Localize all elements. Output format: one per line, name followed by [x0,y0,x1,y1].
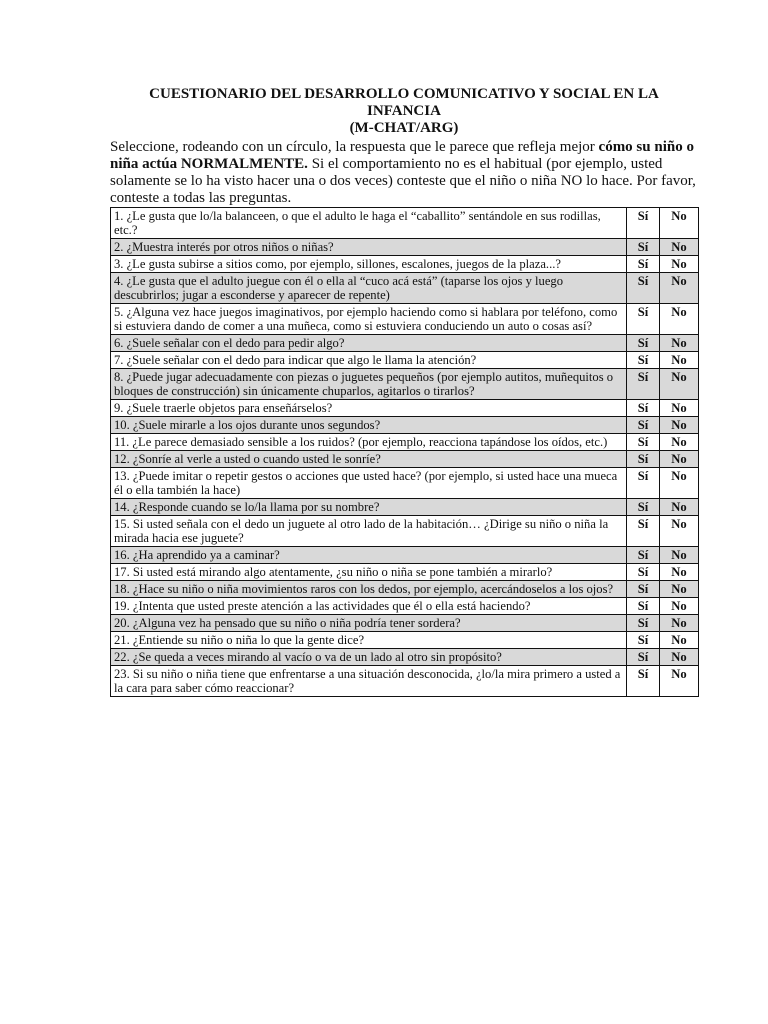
question-row [111,256,699,273]
answer-no-option[interactable]: No [660,516,699,547]
question-row [111,352,699,369]
question-row [111,499,699,516]
instructions-emphasis: cómo su niño o niña actúa NORMALMENTE. [110,139,694,172]
answer-yes-option[interactable]: Sí [627,564,660,581]
answer-yes-option[interactable]: Sí [627,256,660,273]
answer-no-option[interactable]: No [660,256,699,273]
answer-no-option[interactable]: No [660,434,699,451]
page-title [110,86,698,137]
question-text: 3. ¿Le gusta subirse a sitios como, por ejemplo, sillones, escalones, juegos de la plaza...? [111,256,627,273]
questionnaire-page [110,86,698,697]
answer-yes-option[interactable]: Sí [627,304,660,335]
question-text: 22. ¿Se queda a veces mirando al vacío o va de un lado al otro sin propósito? [111,649,627,666]
instructions-text-2: Si el comportamiento no es el habitual (por ejemplo, usted solamente se lo ha visto hacer una o dos veces) conteste que el niño o niña NO lo hace. Por favor, conteste a todas las preguntas. [110,156,696,206]
question-row [111,547,699,564]
answer-no-option[interactable]: No [660,335,699,352]
question-text: 11. ¿Le parece demasiado sensible a los ruidos? (por ejemplo, reacciona tapándose los oídos, etc.) [111,434,627,451]
question-text: 23. Si su niño o niña tiene que enfrentarse a una situación desconocida, ¿lo/la mira primero a usted a la cara para saber cómo reaccionar? [111,666,627,697]
answer-yes-option[interactable]: Sí [627,666,660,697]
answer-no-option[interactable]: No [660,273,699,304]
question-text: 6. ¿Suele señalar con el dedo para pedir algo? [111,335,627,352]
question-row [111,615,699,632]
answer-yes-option[interactable]: Sí [627,615,660,632]
question-text: 16. ¿Ha aprendido ya a caminar? [111,547,627,564]
answer-no-option[interactable]: No [660,417,699,434]
question-text: 19. ¿Intenta que usted preste atención a las actividades que él o ella está haciendo? [111,598,627,615]
answer-yes-option[interactable]: Sí [627,273,660,304]
question-text: 10. ¿Suele mirarle a los ojos durante unos segundos? [111,417,627,434]
question-text: 14. ¿Responde cuando se lo/la llama por su nombre? [111,499,627,516]
answer-no-option[interactable]: No [660,239,699,256]
answer-yes-option[interactable]: Sí [627,581,660,598]
answer-yes-option[interactable]: Sí [627,451,660,468]
question-text: 12. ¿Sonríe al verle a usted o cuando usted le sonríe? [111,451,627,468]
question-row [111,239,699,256]
question-row [111,598,699,615]
question-text: 2. ¿Muestra interés por otros niños o niñas? [111,239,627,256]
question-text: 4. ¿Le gusta que el adulto juegue con él o ella al “cuco acá está” (taparse los ojos y luego descubrirlos; jugar a esconderse y aparecer de repente) [111,273,627,304]
question-text: 5. ¿Alguna vez hace juegos imaginativos, por ejemplo haciendo como si hablara por teléfono, como si estuviera dando de comer a una muñeca, como si estuviera conduciendo un auto o cosas así? [111,304,627,335]
question-text: 15. Si usted señala con el dedo un juguete al otro lado de la habitación… ¿Dirige su niño o niña la mirada hacia ese juguete? [111,516,627,547]
answer-yes-option[interactable]: Sí [627,649,660,666]
question-row [111,369,699,400]
question-row [111,273,699,304]
instructions-text-1: Seleccione, rodeando con un círculo, la respuesta que le parece que refleja mejor [110,139,599,155]
question-text: 20. ¿Alguna vez ha pensado que su niño o niña podría tener sordera? [111,615,627,632]
answer-yes-option[interactable]: Sí [627,335,660,352]
question-row [111,581,699,598]
answer-yes-option[interactable]: Sí [627,417,660,434]
title-line-2: INFANCIA [367,103,441,119]
answer-yes-option[interactable]: Sí [627,400,660,417]
question-text: 7. ¿Suele señalar con el dedo para indicar que algo le llama la atención? [111,352,627,369]
title-line-3: (M-CHAT/ARG) [349,120,459,136]
question-text: 13. ¿Puede imitar o repetir gestos o acciones que usted hace? (por ejemplo, si usted hace una mueca él o ella también la hace) [111,468,627,499]
question-row [111,434,699,451]
question-row [111,451,699,468]
question-text: 21. ¿Entiende su niño o niña lo que la gente dice? [111,632,627,649]
answer-no-option[interactable]: No [660,369,699,400]
answer-yes-option[interactable]: Sí [627,516,660,547]
question-row [111,468,699,499]
question-row [111,516,699,547]
instructions-paragraph [110,139,698,207]
answer-no-option[interactable]: No [660,468,699,499]
answer-yes-option[interactable]: Sí [627,547,660,564]
answer-no-option[interactable]: No [660,666,699,697]
answer-yes-option[interactable]: Sí [627,468,660,499]
question-row [111,564,699,581]
question-row [111,400,699,417]
answer-no-option[interactable]: No [660,499,699,516]
answer-no-option[interactable]: No [660,564,699,581]
question-row [111,666,699,697]
question-row [111,632,699,649]
questions-table [110,207,699,697]
answer-yes-option[interactable]: Sí [627,369,660,400]
question-text: 18. ¿Hace su niño o niña movimientos raros con los dedos, por ejemplo, acercándoselos a los ojos? [111,581,627,598]
answer-no-option[interactable]: No [660,451,699,468]
question-text: 1. ¿Le gusta que lo/la balanceen, o que el adulto le haga el “caballito” sentándole en sus rodillas, etc.? [111,208,627,239]
question-text: 8. ¿Puede jugar adecuadamente con piezas o juguetes pequeños (por ejemplo autitos, muñequitos o bloques de construcción) sin únicamente chuparlos, agitarlos o tirarlos? [111,369,627,400]
question-row [111,649,699,666]
answer-yes-option[interactable]: Sí [627,598,660,615]
answer-no-option[interactable]: No [660,632,699,649]
answer-no-option[interactable]: No [660,208,699,239]
question-row [111,304,699,335]
answer-yes-option[interactable]: Sí [627,239,660,256]
question-row [111,417,699,434]
answer-yes-option[interactable]: Sí [627,208,660,239]
answer-yes-option[interactable]: Sí [627,434,660,451]
answer-no-option[interactable]: No [660,547,699,564]
question-text: 9. ¿Suele traerle objetos para enseñárselos? [111,400,627,417]
question-text: 17. Si usted está mirando algo atentamente, ¿su niño o niña se pone también a mirarlo? [111,564,627,581]
answer-no-option[interactable]: No [660,352,699,369]
title-line-1: CUESTIONARIO DEL DESARROLLO COMUNICATIVO Y SOCIAL EN LA [149,86,659,102]
answer-no-option[interactable]: No [660,304,699,335]
answer-no-option[interactable]: No [660,649,699,666]
answer-no-option[interactable]: No [660,615,699,632]
question-row [111,208,699,239]
answer-no-option[interactable]: No [660,581,699,598]
answer-yes-option[interactable]: Sí [627,632,660,649]
answer-no-option[interactable]: No [660,400,699,417]
question-row [111,335,699,352]
answer-yes-option[interactable]: Sí [627,352,660,369]
answer-no-option[interactable]: No [660,598,699,615]
answer-yes-option[interactable]: Sí [627,499,660,516]
